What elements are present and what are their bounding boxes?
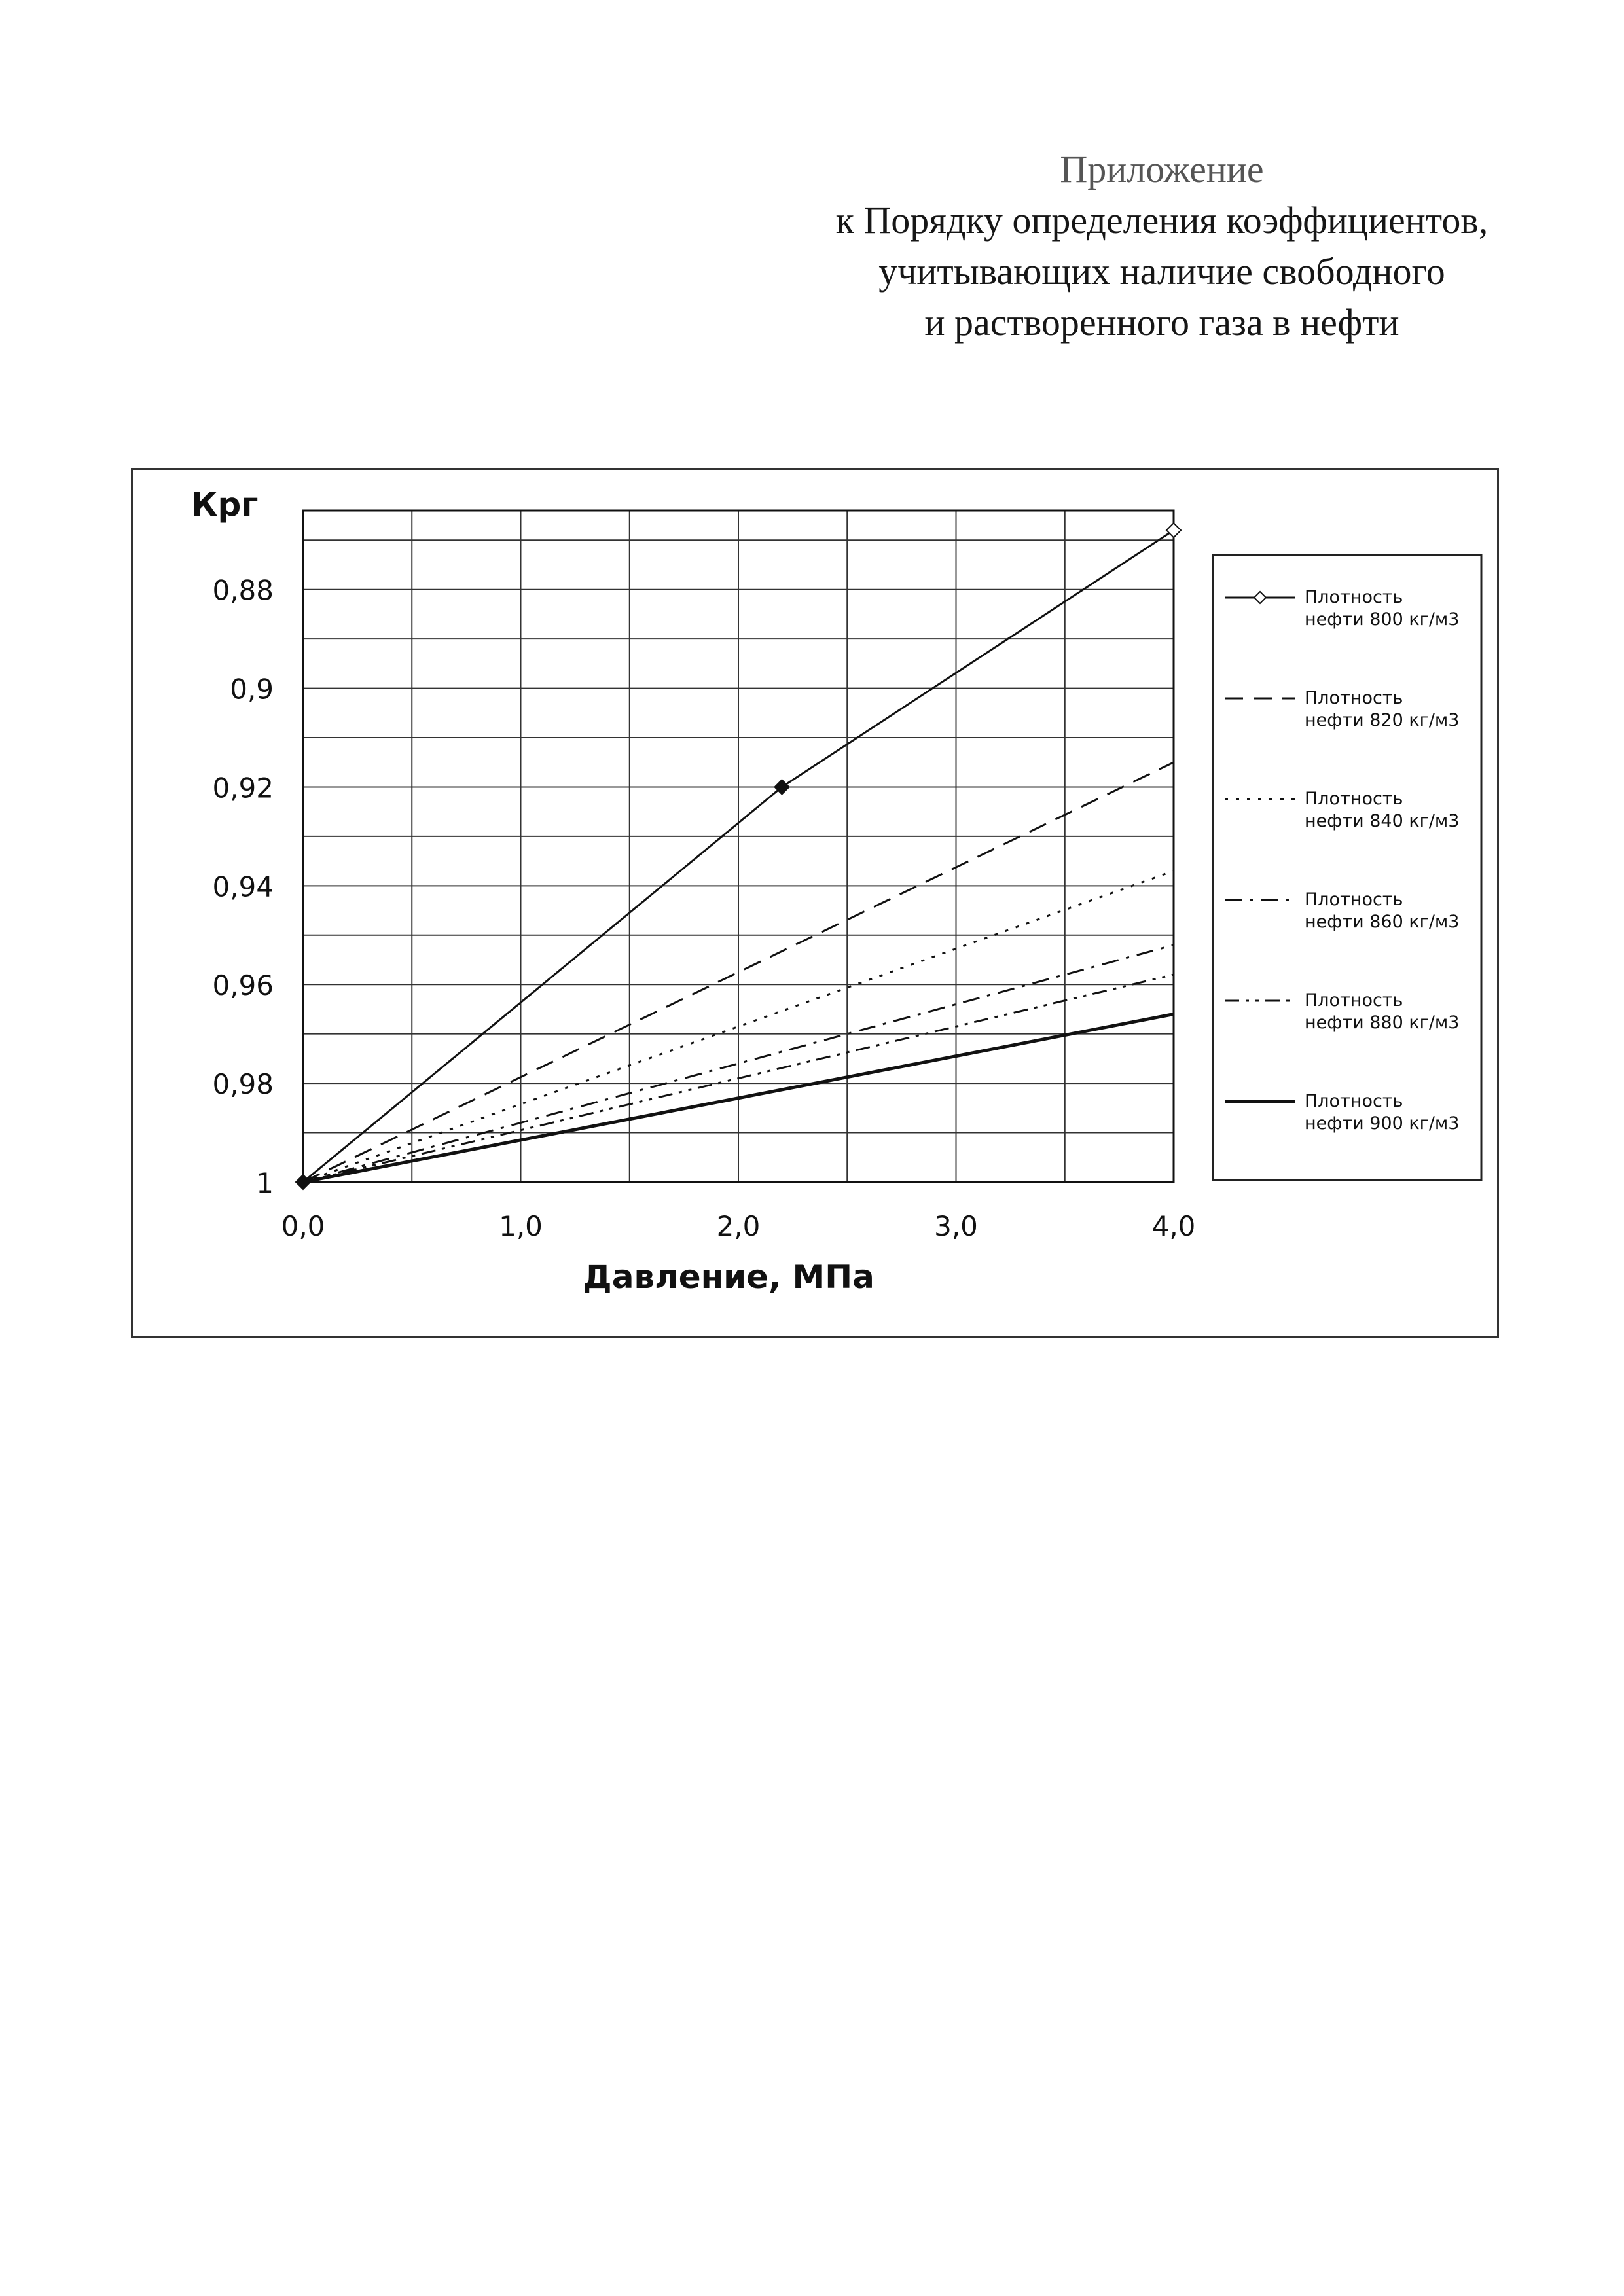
x-tick-label: 2,0 <box>716 1210 761 1242</box>
y-tick-label: 0,88 <box>212 574 274 607</box>
appendix-header <box>753 144 1571 348</box>
x-tick-label: 1,0 <box>499 1210 543 1242</box>
chart <box>133 470 1497 1336</box>
appendix-title: Приложение <box>1060 148 1264 190</box>
y-tick-label: 0,9 <box>230 673 274 706</box>
x-axis-label: Давление, МПа <box>583 1258 875 1296</box>
y-tick-label: 0,92 <box>212 772 274 804</box>
x-tick-label: 0,0 <box>281 1210 325 1242</box>
y-axis-label: Крг <box>190 486 259 524</box>
y-tick-label: 1 <box>256 1167 274 1199</box>
y-tick-label: 0,96 <box>212 969 274 1002</box>
x-tick-label: 4,0 <box>1151 1210 1196 1242</box>
legend-entry: Плотность нефти 800 кг/м3 <box>1305 587 1460 630</box>
legend-entry: Плотность нефти 860 кг/м3 <box>1305 889 1460 932</box>
y-tick-label: 0,94 <box>212 870 274 903</box>
legend-entry: Плотность нефти 840 кг/м3 <box>1305 789 1460 831</box>
tick-labels <box>212 575 1195 1242</box>
grid <box>303 511 1174 1182</box>
legend <box>1213 555 1481 1180</box>
chart-frame <box>131 468 1499 1338</box>
legend-box <box>1213 555 1481 1180</box>
appendix-subtitle-line-1: к Порядку определения коэффициентов, <box>835 199 1489 242</box>
legend-entry: Плотность нефти 820 кг/м3 <box>1305 688 1460 730</box>
x-tick-label: 3,0 <box>934 1210 978 1242</box>
y-tick-label: 0,98 <box>212 1068 274 1101</box>
appendix-subtitle-line-2: учитывающих наличие свободного <box>878 250 1445 293</box>
data-point-marker <box>1166 523 1181 537</box>
appendix-subtitle-line-3: и растворенного газа в нефти <box>924 301 1399 344</box>
legend-entry: Плотность нефти 880 кг/м3 <box>1305 990 1460 1033</box>
legend-entry: Плотность нефти 900 кг/м3 <box>1305 1091 1460 1134</box>
